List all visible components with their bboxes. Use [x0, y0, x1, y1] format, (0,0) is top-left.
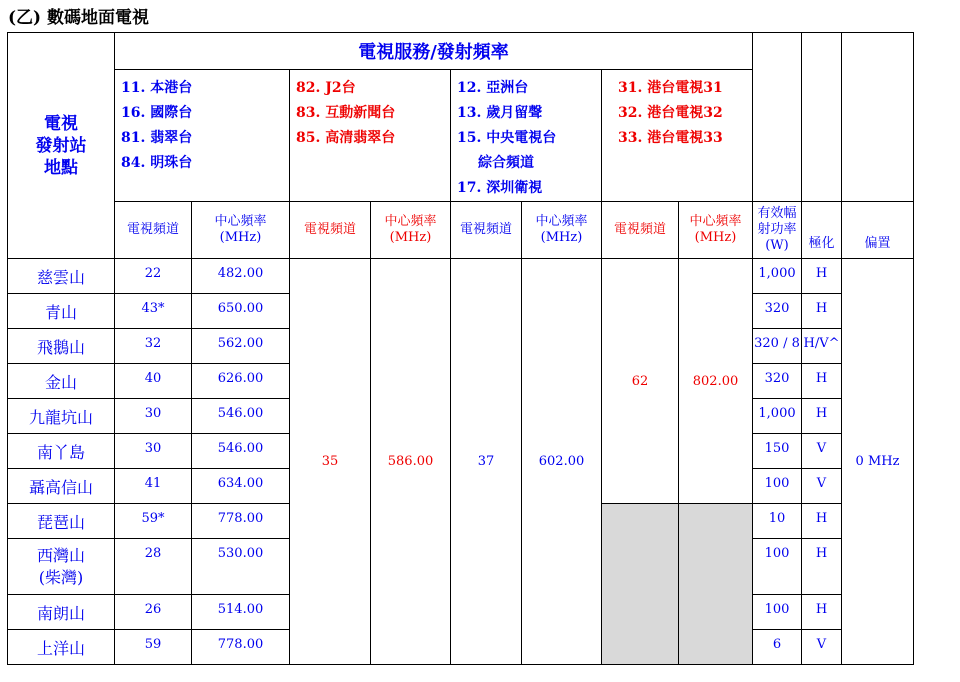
freq-header-line: (MHz) — [694, 230, 737, 245]
erp-cell: 1,000 — [753, 399, 802, 434]
station-name: 85. 高清翡翠台 — [296, 130, 396, 146]
erp-cell: 150 — [753, 434, 802, 469]
site-header-line: 電視 — [44, 113, 78, 134]
section-heading: (乙) 數碼地面電視 — [8, 8, 150, 28]
freq-header — [522, 202, 602, 259]
pol-header-top — [802, 33, 842, 202]
site-name: 飛鵝山 — [8, 329, 115, 364]
erp-cell: 6 — [753, 630, 802, 665]
freq-cell: 546.00 — [192, 434, 290, 469]
pol-cell: V — [802, 469, 842, 504]
pol-cell: H — [802, 595, 842, 630]
erp-header-line: 有效幅 — [757, 206, 797, 221]
channel-header: 電視頻道 — [115, 202, 192, 259]
freq-header-line: (MHz) — [389, 230, 432, 245]
station-group-4 — [602, 70, 753, 202]
station-group-3 — [451, 70, 602, 202]
station-name: 15. 中央電視台 — [457, 130, 557, 146]
freq-cell: 562.00 — [192, 329, 290, 364]
erp-cell: 10 — [753, 504, 802, 539]
station-name: 綜合頻道 — [478, 155, 534, 171]
station-name: 17. 深圳衛視 — [457, 180, 543, 196]
freq-cell: 778.00 — [192, 504, 290, 539]
pol-cell: H — [802, 364, 842, 399]
station-name: 11. 本港台 — [121, 80, 193, 96]
freq-cell: 778.00 — [192, 630, 290, 665]
erp-cell: 320 — [753, 294, 802, 329]
freq-cell: 546.00 — [192, 399, 290, 434]
channel-cell: 43* — [115, 294, 192, 329]
offset-header: 偏置 — [842, 202, 914, 259]
group2-freq: 586.00 — [371, 259, 451, 665]
station-group-2 — [290, 70, 451, 202]
channel-header: 電視頻道 — [451, 202, 522, 259]
station-name: 13. 歲月留聲 — [457, 105, 543, 121]
freq-cell: 650.00 — [192, 294, 290, 329]
channel-cell: 40 — [115, 364, 192, 399]
freq-cell: 626.00 — [192, 364, 290, 399]
station-name: 31. 港台電視31 — [618, 80, 723, 96]
freq-header — [679, 202, 753, 259]
offset-header-top — [842, 33, 914, 202]
erp-header-line: (W) — [765, 238, 789, 253]
pol-cell: H — [802, 539, 842, 595]
freq-cell: 634.00 — [192, 469, 290, 504]
site-name: 琵琶山 — [8, 504, 115, 539]
site-header-line: 地點 — [44, 157, 78, 178]
station-name: 12. 亞洲台 — [457, 80, 529, 96]
group4-freq: 802.00 — [679, 259, 753, 504]
erp-header-line: 射功率 — [757, 222, 797, 237]
station-name: 16. 國際台 — [121, 105, 193, 121]
freq-header-line: (MHz) — [540, 230, 583, 245]
station-name: 83. 互動新聞台 — [296, 105, 396, 121]
site-name — [8, 539, 115, 595]
pol-cell: H — [802, 399, 842, 434]
station-name: 81. 翡翠台 — [121, 130, 193, 146]
channel-cell: 22 — [115, 259, 192, 294]
site-name: 青山 — [8, 294, 115, 329]
offset-cell: 0 MHz — [842, 259, 914, 665]
channel-cell: 41 — [115, 469, 192, 504]
erp-header — [753, 202, 802, 259]
erp-cell: 100 — [753, 469, 802, 504]
pol-cell: H — [802, 259, 842, 294]
channel-header: 電視頻道 — [290, 202, 371, 259]
site-name: 南朗山 — [8, 595, 115, 630]
erp-header-top — [753, 33, 802, 202]
erp-cell: 100 — [753, 539, 802, 595]
freq-cell: 482.00 — [192, 259, 290, 294]
station-name: 33. 港台電視33 — [618, 130, 723, 146]
group3-freq: 602.00 — [522, 259, 602, 665]
erp-cell: 100 — [753, 595, 802, 630]
site-name-line: 西灣山 — [36, 545, 85, 565]
site-name: 慈雲山 — [8, 259, 115, 294]
site-name: 金山 — [8, 364, 115, 399]
pol-cell: H — [802, 504, 842, 539]
group4-channel: 62 — [602, 259, 679, 504]
dtt-frequency-table — [7, 32, 914, 665]
group3-channel: 37 — [451, 259, 522, 665]
pol-cell: V — [802, 630, 842, 665]
freq-header: 中心頻率 (MHz) — [192, 202, 290, 259]
site-header-line: 發射站 — [35, 135, 87, 156]
channel-cell: 26 — [115, 595, 192, 630]
freq-cell: 514.00 — [192, 595, 290, 630]
station-name: 32. 港台電視32 — [618, 105, 723, 121]
channel-cell: 32 — [115, 329, 192, 364]
channel-cell: 28 — [115, 539, 192, 595]
group4-freq-na — [679, 504, 753, 665]
site-name: 上洋山 — [8, 630, 115, 665]
pol-cell: V — [802, 434, 842, 469]
station-group-1 — [115, 70, 290, 202]
channel-cell: 59 — [115, 630, 192, 665]
channel-header: 電視頻道 — [602, 202, 679, 259]
site-name-line: (柴灣) — [38, 567, 84, 587]
group2-channel: 35 — [290, 259, 371, 665]
channel-cell: 30 — [115, 434, 192, 469]
site-name: 南丫島 — [8, 434, 115, 469]
site-name: 聶高信山 — [8, 469, 115, 504]
freq-header — [371, 202, 451, 259]
freq-header-line: 中心頻率 — [535, 214, 588, 229]
station-name: 84. 明珠台 — [121, 155, 193, 171]
group4-channel-na — [602, 504, 679, 665]
pol-cell: H — [802, 294, 842, 329]
freq-header-line: 中心頻率 — [384, 214, 437, 229]
pol-header: 極化 — [802, 202, 842, 259]
channel-cell: 30 — [115, 399, 192, 434]
erp-cell: 1,000 — [753, 259, 802, 294]
pol-cell: H/V^ — [802, 329, 842, 364]
station-name: 82. J2台 — [296, 80, 356, 96]
erp-cell: 320 — [753, 364, 802, 399]
site-name: 九龍坑山 — [8, 399, 115, 434]
services-title: 電視服務/發射頻率 — [115, 33, 753, 70]
freq-cell: 530.00 — [192, 539, 290, 595]
channel-cell: 59* — [115, 504, 192, 539]
freq-header-line: 中心頻率 — [689, 214, 742, 229]
erp-cell: 320 / 8 — [753, 329, 802, 364]
site-header — [8, 33, 115, 259]
